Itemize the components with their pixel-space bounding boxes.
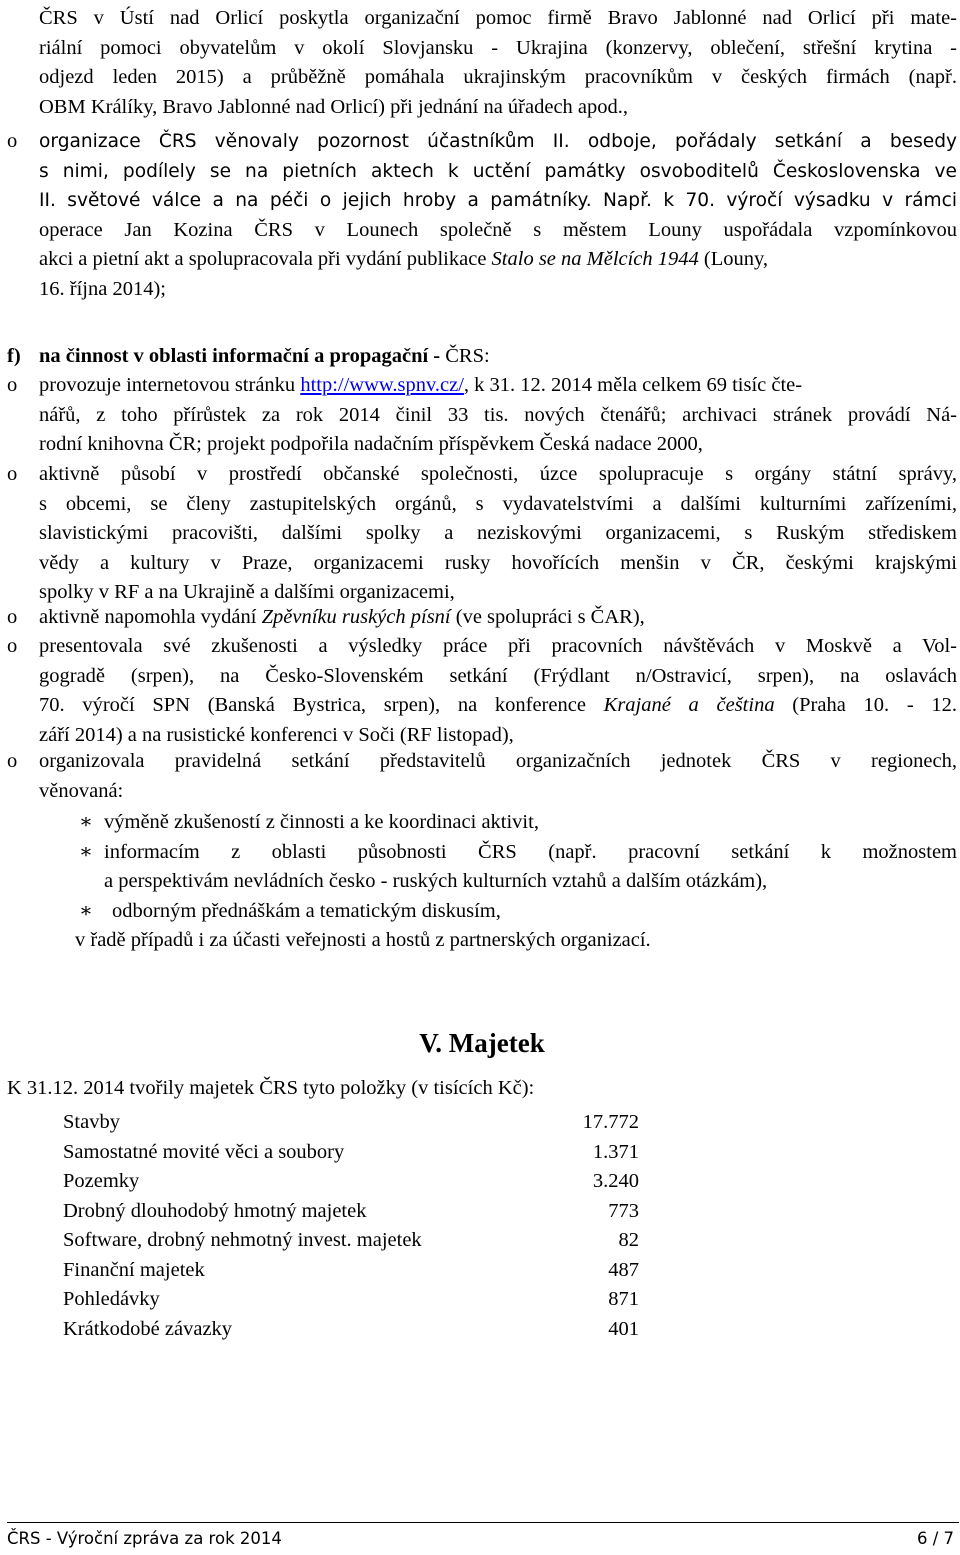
asset-value: 871 bbox=[608, 1288, 639, 1310]
closing-line: v řadě případů i za účasti veřejnosti a hostů z partnerských organizací. bbox=[75, 929, 651, 951]
list-item-regional-meetings bbox=[7, 747, 957, 806]
table-row bbox=[63, 1138, 639, 1168]
table-row bbox=[63, 1167, 639, 1197]
asset-name: Samostatné movité věci a soubory bbox=[63, 1140, 345, 1163]
asset-value: 773 bbox=[608, 1199, 639, 1222]
paragraph-line: akci a pietní akt a spolupracovala při vydání publikace Stalo se na Mělcích 1944 (Louny, bbox=[39, 248, 769, 270]
assets-table bbox=[63, 1108, 639, 1344]
sub-item: a perspektivám nevládních česko - ruských kulturních vztahů a dalším otázkám), bbox=[104, 870, 768, 892]
table-row bbox=[63, 1197, 639, 1227]
asset-name: Pozemky bbox=[63, 1170, 140, 1192]
paragraph-line: ČRS v Ústí nad Orlicí poskytla organizační pomoc firmě Bravo Jablonné nad Orlicí při mate- bbox=[39, 7, 957, 29]
table-row bbox=[63, 1315, 639, 1345]
star-bullet: ∗ bbox=[79, 811, 93, 833]
sub-item: informacím z oblasti působnosti ČRS (např. pracovní setkání k možnostem bbox=[104, 840, 957, 863]
conference-title: Krajané a čeština bbox=[603, 694, 775, 716]
footer-divider bbox=[7, 1522, 959, 1523]
page-footer bbox=[7, 1527, 957, 1551]
paragraph-line: riální pomoci obyvatelům v okolí Slovjansku - Ukrajina (konzervy, oblečení, střešní krytina - bbox=[39, 36, 957, 59]
sub-list bbox=[7, 808, 957, 956]
paragraph-line: odjezd leden 2015) a průběžně pomáhala ukrajinským pracovníkům v českých firmách (např. bbox=[39, 66, 957, 88]
paragraph-line: 70. výročí SPN (Banská Bystrica, srpen), na konference Krajané a čeština (Praha 10. - 12. bbox=[39, 694, 957, 716]
bullet: o bbox=[7, 750, 18, 772]
list-item-civil-society bbox=[7, 460, 957, 608]
paragraph-line: OBM Králíky, Bravo Jablonné nad Orlicí) při jednání na úřadech apod., bbox=[39, 95, 629, 118]
paragraph-line: organizace ČRS věnovaly pozornost účastníkům II. odboje, pořádaly setkání a besedy bbox=[39, 131, 957, 152]
paragraph-line: věnovaná: bbox=[39, 779, 124, 802]
asset-value: 3.240 bbox=[592, 1170, 639, 1192]
paragraph-line: rodní knihovna ČR; projekt podpořila nadačním příspěvkem Česká nadace 2000, bbox=[39, 433, 703, 455]
table-row bbox=[63, 1285, 639, 1315]
paragraph-line: slavistickými pracovišti, dalšími spolky a neziskovými organizacemi, s Ruským střediskem bbox=[39, 522, 957, 544]
paragraph-line: organizovala pravidelná setkání představitelů organizačních jednotek ČRS v regionech, bbox=[39, 750, 957, 772]
section-letter: f) bbox=[7, 345, 21, 367]
asset-name: Software, drobný nehmotný invest. majetek bbox=[63, 1229, 422, 1251]
table-row bbox=[63, 1226, 639, 1256]
footer-title: ČRS - Výroční zpráva za rok 2014 bbox=[7, 1529, 282, 1548]
publication-title: Stalo se na Mělcích 1944 bbox=[491, 248, 699, 270]
table-row bbox=[63, 1256, 639, 1286]
paragraph-line: gogradě (srpen), na Česko-Slovenském setkání (Frýdlant n/Ostravicí, srpen), na oslavách bbox=[39, 664, 957, 687]
paragraph-line: září 2014) a na rusistické konferenci v Soči (RF listopad), bbox=[39, 723, 514, 746]
section-v-heading: V. Majetek bbox=[419, 1028, 545, 1058]
asset-name: Finanční majetek bbox=[63, 1258, 205, 1281]
list-item-presentations bbox=[7, 632, 957, 750]
asset-value: 401 bbox=[608, 1317, 639, 1340]
section-f-heading: f) na činnost v oblasti informační a propagační - ČRS: bbox=[7, 342, 957, 372]
bullet: o bbox=[7, 635, 18, 657]
asset-value: 1.371 bbox=[592, 1140, 639, 1163]
asset-value: 17.772 bbox=[582, 1111, 639, 1133]
paragraph-line: s nimi, podílely se na pietních aktech k uctění památky osvoboditelů Československa ve bbox=[39, 160, 957, 182]
paragraph-line: presentovala své zkušenosti a výsledky práce při pracovních návštěvách v Moskvě a Vol- bbox=[39, 635, 957, 657]
sub-item: výměně zkušeností z činnosti a ke koordinaci aktivit, bbox=[104, 811, 539, 833]
paragraph-line: spolky v RF a na Ukrajině a dalšími organizacemi, bbox=[39, 581, 455, 603]
paragraph-line: 16. října 2014); bbox=[39, 277, 166, 300]
list-item-website: o provozuje internetovou stránku http://www.spnv.cz/, k 31. 12. 2014 měla celkem 69 tisíc čte- nářů, z toho přírůstek za rok 2014 činil 33 tis. nových čtenářů; archivaci stránek provádí Ná- rodní knihovna ČR; projekt podpořila nadačním příspěvkem Česká nadace 2000, bbox=[7, 371, 957, 460]
asset-name: Stavby bbox=[63, 1111, 120, 1133]
paragraph-line: operace Jan Kozina ČRS v Lounech společně s městem Louny uspořádala vzpomínkovou bbox=[39, 218, 957, 241]
paragraph-line: vědy a kultury v Praze, organizacemi rusky hovořících menšin v ČR, českými krajskými bbox=[39, 551, 957, 574]
table-row bbox=[63, 1108, 639, 1138]
assets-intro bbox=[7, 1074, 957, 1104]
list-item-songbook: o aktivně napomohla vydání Zpěvníku ruských písní (ve spolupráci s ČAR), bbox=[7, 603, 957, 633]
asset-name: Krátkodobé závazky bbox=[63, 1317, 233, 1340]
bullet: o bbox=[7, 130, 18, 152]
website-link[interactable]: http://www.spnv.cz/ bbox=[300, 374, 464, 396]
paragraph-line: II. světové válce a na péči o jejich hroby a památníky. Např. k 70. výročí výsadku v rámci bbox=[39, 190, 957, 211]
paragraph-line: aktivně působí v prostředí občanské společnosti, úzce spolupracuje s orgány státní správy, bbox=[39, 463, 957, 485]
paragraph-line: s obcemi, se členy zastupitelských orgánů, s vydavatelstvími a dalšími kulturními zařízeními, bbox=[39, 492, 957, 515]
songbook-title: Zpěvníku ruských písní bbox=[261, 606, 451, 628]
asset-value: 487 bbox=[608, 1258, 639, 1281]
page-number: 6 / 7 bbox=[916, 1529, 954, 1548]
paragraph-line: nářů, z toho přírůstek za rok 2014 činil 33 tis. nových čtenářů; archivaci stránek provádí Ná- bbox=[39, 403, 957, 426]
assets-intro-text: K 31.12. 2014 tvořily majetek ČRS tyto položky (v tisících Kč): bbox=[7, 1077, 535, 1099]
section-title: na činnost v oblasti informační a propagační - bbox=[39, 345, 446, 367]
list-item-aid-ukraine bbox=[7, 4, 957, 122]
star-bullet: ∗ bbox=[79, 899, 93, 922]
asset-value: 82 bbox=[618, 1229, 639, 1251]
asset-name: Drobný dlouhodobý hmotný majetek bbox=[63, 1199, 367, 1222]
list-item-resistance bbox=[7, 127, 957, 304]
bullet: o bbox=[7, 606, 18, 628]
bullet: o bbox=[7, 463, 18, 485]
sub-item: odborným přednáškám a tematickým diskusím, bbox=[112, 899, 501, 922]
asset-name: Pohledávky bbox=[63, 1288, 160, 1310]
bullet: o bbox=[7, 374, 18, 396]
star-bullet: ∗ bbox=[79, 840, 93, 863]
